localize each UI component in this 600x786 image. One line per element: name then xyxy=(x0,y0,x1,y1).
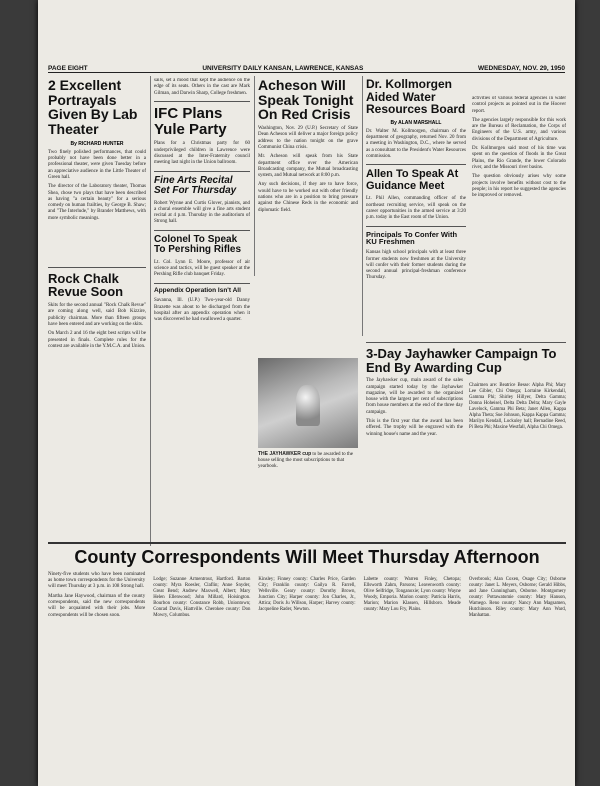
column-rule xyxy=(150,76,151,546)
article-text: The agencies largely responsible for this work are the Bureau of Reclamation, the Corps of Engineers of the U.S. army, and various divisions of the Department of Agriculture. xyxy=(472,117,566,142)
column-short-items xyxy=(154,78,250,538)
headline-rock-chalk: Rock Chalk Revue Soon xyxy=(48,270,124,300)
article-text: Ninety-five students who have been nominated as home town correspondents for the University will meet Thursday at 3 p.m. in 108 Strong hall. xyxy=(48,571,146,590)
issue-date: WEDNESDAY, NOV. 29, 1950 xyxy=(478,65,565,72)
divider xyxy=(154,283,250,284)
article-text: Two finely polished performances, that could probably not have been done better in a professional theater, were given Tuesday before an appreciative audience in the Little Theater of Green hall. xyxy=(48,149,146,180)
article-text: Plans for a Christmas party for 60 underprivileged children in Lawrence were discussed at the Inter-Fraternity council meeting last night in the Union ballroom. xyxy=(154,141,250,166)
paper-name: UNIVERSITY DAILY KANSAN, LAWRENCE, KANSAS xyxy=(202,65,364,72)
column-rule xyxy=(362,76,363,336)
correspondents-list: Overbrook; Alan Coxen, Osage City; Osborne county: Janet L. Meyers, Osborne; Gerald Hibbs, and Jane Cunningham, Osborne. Montgomery county: Pottawatomie county: Mary Hanson, Wamego. Reno county: Nancy Ann Magsamen, Hutchinson. Riley county: Mary Ann Ward, Manhattan. xyxy=(468,576,566,618)
article-text: This is the first year that the award has been offered. The trophy will be engraved with the winning house's name and the year. xyxy=(366,419,463,437)
byline-lab-theater: By RICHARD HUNTER xyxy=(70,140,124,147)
article-text: sails, set a mood that kept the audience on the edge of its seats. Others in the cast are Mark Gilman, and Darwin Sharp, College freshmen. xyxy=(154,78,250,96)
article-jayhawker-campaign xyxy=(366,342,566,538)
photo-caption xyxy=(258,451,358,470)
headline-jayhawker: 3-Day Jayhawker Campaign To End By Awarding Cup xyxy=(366,346,557,375)
caption-title: THE JAYHAWKER cup xyxy=(258,451,312,457)
article-text: The director of the Laboratory theater, Thomas Shea, chose two plays that have been described as having "a certain beauty" for a serious comedy on human frailties, by George B. Shaw; and "The Interlude," by Brander Matthews, with more symbolic meanings. xyxy=(48,184,146,221)
caption-text: to be awarded to the house selling the most subscriptions to that yearbook. xyxy=(258,452,353,469)
headline-fine-arts: Fine Arts Recital Set For Thursday xyxy=(154,174,237,197)
page-number: PAGE EIGHT xyxy=(48,65,88,72)
article-text: Mr. Acheson will speak from his State department office over the American Broadcasting company, the Mutual broadcasting system, and Mutual network at 8:00 p.m. xyxy=(258,154,358,179)
column-lab-theater xyxy=(48,78,146,538)
headline-acheson: Acheson Will Speak Tonight On Red Crisis xyxy=(258,78,354,123)
headline-kollmorgen: Dr. Kollmorgen Aided Water Resources Board xyxy=(366,78,466,117)
masthead xyxy=(48,60,565,73)
divider xyxy=(366,226,466,227)
divider xyxy=(366,342,566,343)
chairmen-list: Chairmen are: Beatrice Besse: Alpha Phi; Mary Lee Gibler, Chi Omega; Lorraine Kirkendall, Gamma Phi; Shirley Hillyer, Delta Gamma; Donna Hoheisel, Delta Delta Delta; Mary Gayle Lavelock, Gamma Phi Beta; Janet Allen, Kappa Alpha Theta; Sue Johnson, Kappa Kappa Gamma; Marilyn Kendall, Lockuley hall; Bernadine Reed, Pi Beta Phi; Maxine Westfall, Alpha Chi Omega. xyxy=(469,383,566,431)
article-text: Dr. Walter M. Kollmorgen, chairman of the department of geography, returned Nov. 20 from a meeting in Washington, D.C., where he served as a consultant to the President's Water Resources commission. xyxy=(366,128,466,159)
byline-kollmorgen: By ALAN MARSHALL xyxy=(390,119,442,126)
divider xyxy=(366,164,466,165)
article-text: Martha Jane Haywood, chairman of the county correspondents, said the new correspondents will be acquainted with their jobs. More correspondents will be chosen soon. xyxy=(48,593,146,618)
newspaper-page xyxy=(38,0,575,786)
article-text: Washington, Nov. 29 (U.P.) Secretary of State Dean Acheson will deliver a major foreign policy address to the nation tonight on the grave Communist China crisis. xyxy=(258,126,358,150)
divider xyxy=(154,171,250,172)
headline-appendix: Appendix Operation Isn't All xyxy=(154,286,241,294)
headline-colonel: Colonel To Speak To Pershing Rifles xyxy=(154,233,242,256)
article-text: The Jayhawker cup, main award of the sales campaign started today by the Jayhawker magazine, will be awarded to the organized house with the largest per cent of subscriptions from house members at the end of the three day campaign. xyxy=(366,378,463,415)
headline-lab-theater: 2 Excellent Portrayals Given By Lab Theater xyxy=(48,78,138,138)
divider xyxy=(48,267,146,268)
column-kollmorgen-cont xyxy=(472,96,566,336)
article-text: activities of various federal agencies in water control projects as pointed out in the Hoover report. xyxy=(472,96,566,114)
divider xyxy=(154,230,250,231)
article-text: On March 2 and 16 the eight best scripts will be presented in finals. Complete rules for the contest are available in the Y.M.C.A. and Union. xyxy=(48,331,146,349)
divider xyxy=(154,101,250,102)
article-text: Lt. Col. Lynn E. Moore, professor of air science and tactics, will be guest speaker at the Pershing Rifle club banquet Friday. xyxy=(154,259,250,278)
article-text: Lt. Phil Allen, commanding officer of the northeast recruiting service, will speak on the career opportunities in the armed service at 3:20 p.m. today in the East room of the Union. xyxy=(366,196,466,221)
column-acheson xyxy=(258,78,358,354)
trophy-photo xyxy=(258,358,358,448)
column-kollmorgen xyxy=(366,78,466,336)
article-text: Skits for the second annual "Rock Chalk Revue" are coming along well, said Bob Kizzire, publicity chairman. More than fifteen groups have been entered and are working on the skits. xyxy=(48,303,146,327)
article-text: Savanna, Ill. (U.P.) Two-year-old Danny Brazette was about to be discharged from the hospital after an appendix operation when it was discovered he had swallowed a quarter. xyxy=(154,298,250,323)
correspondents-list: Labette county: Warren Finley, Chetopa; Ellsworth Zahm, Parsons; Leavenworth county: Olive Selfridge, Tonganoxie; Lyon county: Wayne Woody, Emporia. Marion county: Patricia Harris, Marion; Marion Klassen, Hillsboro. Meade county: Mary Lou Fry, Plains. xyxy=(363,576,461,612)
article-text: The question obviously arises why some projects involve benefits without cost to the people; in his report he suggested the agencies be improved or removed. xyxy=(472,174,566,199)
headline-county: County Correspondents Will Meet Thursday Afternoon xyxy=(74,547,540,567)
correspondents-list: Kinsley; Finney county: Charles Price, Garden City; Franklin county: Gailya R. Farrell, Wellsville. Geary county: Dorothy Brown, Junction City; Harper county: Jon Charles, Jr., Attica; Doris Ju Willson, Harper; Harvey county: Jacqueline Rader, Newton. xyxy=(258,576,356,612)
headline-principals: Principals To Confer With KU Freshmen xyxy=(366,229,458,247)
headline-ifc: IFC Plans Yule Party xyxy=(154,104,227,138)
article-text: Kansas high school principals with at least three former students now freshmen at the University will confer with their former students during the second annual principal-freshman conference Thursday. xyxy=(366,250,466,281)
correspondents-list: Lodge; Suzanne Armentrout, Hartford. Barton county: Myra Roesler, Claflin; Anne Snyder, Great Bend; Andrew Maxwell, Albert; Mary Helen Ellenwood; John Millard, Hoisington. Bourbon county: Constance Robb, Uniontown; Conrad Davis, Hiattville. Cherokee county: Don Mowry, Columbus. xyxy=(153,576,251,618)
column-rule xyxy=(254,76,255,276)
jayhawker-cup-figure xyxy=(258,358,358,478)
article-county-correspondents xyxy=(48,542,566,778)
article-text: Dr. Kollmorgen said most of his time was spent on the question of floods in the Great Plains, the Rio Grande, the lower Colorado river, and the Missouri river basins. xyxy=(472,146,566,170)
headline-allen: Allen To Speak At Guidance Meet xyxy=(366,168,459,192)
article-text: Robert Wynne and Curtis Glover, pianists, and a choral ensemble will give a fine arts student recital at 4 p.m. Thursday in the auditorium of Strong hall. xyxy=(154,200,250,225)
article-text: Any such decisions, if they are to have force, would have to be worked out with other friendly nations who are in a position to bring pressure against the Chinese Reds in the economic and diplomatic field. xyxy=(258,182,358,213)
